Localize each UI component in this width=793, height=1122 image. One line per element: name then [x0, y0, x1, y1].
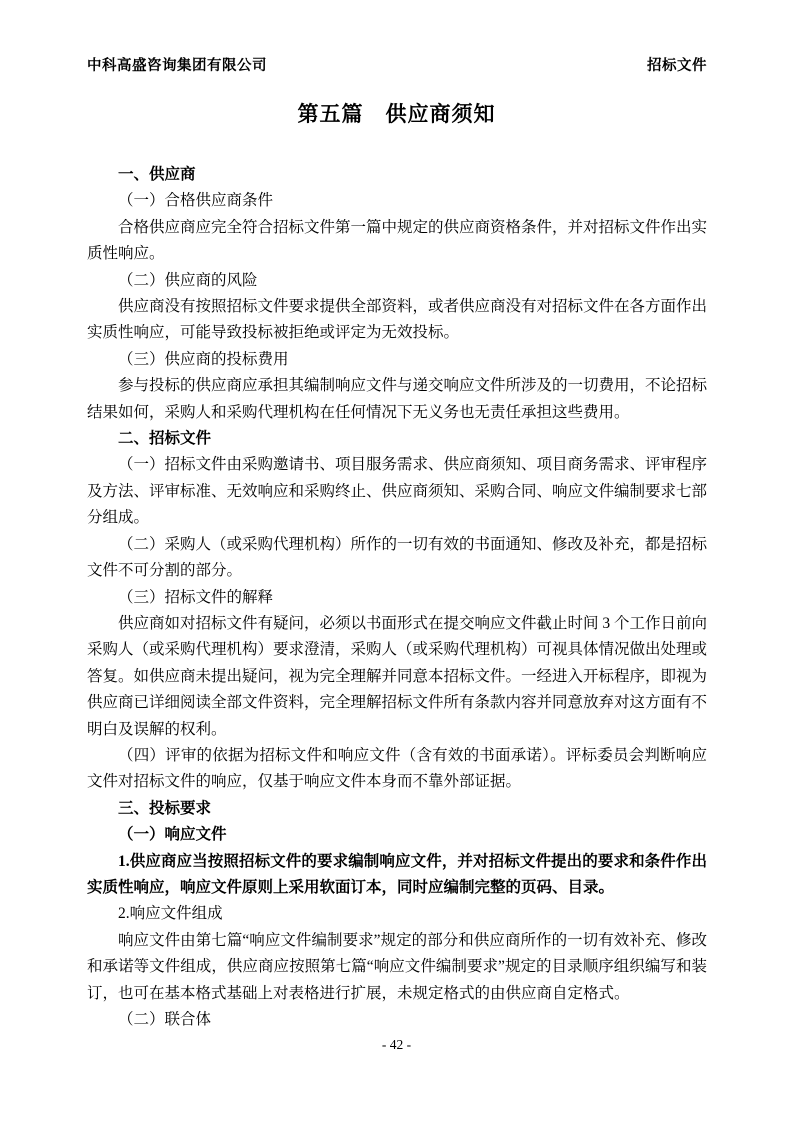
- section-heading: 二、招标文件: [118, 430, 212, 448]
- paragraph: （一）招标文件由采购邀请书、项目服务需求、供应商须知、项目商务需求、评审程序及方法、评审标准、无效响应和采购终止、供应商须知、采购合同、响应文件编制要求七部分组成。: [87, 456, 708, 527]
- document-type-label: 招标文件: [647, 58, 707, 74]
- sub-heading: （三）供应商的投标费用: [118, 350, 289, 368]
- document-body: [87, 162, 707, 1033]
- paragraph: 响应文件由第七篇“响应文件编制要求”规定的部分和供应商所作的一切有效补充、修改和承诺等文件组成，供应商应按照第七篇“响应文件编制要求”规定的目录顺序组织编写和装订，也可在基本格式基础上对表格进行扩展，未规定格式的由供应商自定格式。: [87, 931, 707, 1002]
- paragraph: （四）评审的依据为招标文件和响应文件（含有效的书面承诺）。评标委员会判断响应文件对招标文件的响应，仅基于响应文件本身而不靠外部证据。: [87, 746, 707, 791]
- section-heading: 一、供应商: [118, 166, 196, 183]
- sub-heading: （二）联合体: [118, 1011, 212, 1028]
- sub-heading: （三）招标文件的解释: [118, 588, 274, 606]
- paragraph: 合格供应商应完全符合招标文件第一篇中规定的供应商资格条件，并对招标文件作出实质性响应。: [87, 218, 708, 263]
- sub-heading: 2.响应文件组成: [118, 905, 223, 923]
- page-title: 第五篇 供应商须知: [297, 103, 496, 126]
- paragraph: 供应商没有按照招标文件要求提供全部资料，或者供应商没有对招标文件在各方面作出实质性响应，可能导致投标被拒绝或评定为无效投标。: [87, 298, 708, 342]
- page-header: [87, 54, 707, 75]
- paragraph: （二）采购人（或采购代理机构）所作的一切有效的书面通知、修改及补充，都是招标文件不可分割的部分。: [87, 535, 708, 580]
- sub-heading: （一）响应文件: [118, 826, 227, 844]
- paragraph: 参与投标的供应商应承担其编制响应文件与递交响应文件所涉及的一切费用，不论招标结果如何，采购人和采购代理机构在任何情况下无义务也无责任承担这些费用。: [87, 377, 708, 421]
- sub-heading: （一）合格供应商条件: [118, 192, 274, 210]
- company-name: 中科高盛咨询集团有限公司: [87, 58, 267, 74]
- paragraph: 供应商如对招标文件有疑问，必须以书面形式在提交响应文件截止时间 3 个工作日前向采购人（或采购代理机构）要求澄清，采购人（或采购代理机构）可视具体情况做出处理或答复。如供应商未提出疑问，视为完全理解并同意本招标文件。一经进入开标程序，即视为供应商已详细阅读全部文件资料，完全理解招标文件所有条款内容并同意放弃对这方面有不明白及误解的权利。: [87, 614, 708, 738]
- paragraph: 1.供应商应当按照招标文件的要求编制响应文件，并对招标文件提出的要求和条件作出实质性响应，响应文件原则上采用软面订本，同时应编制完整的页码、目录。: [87, 852, 707, 896]
- page-number: - 42 -: [381, 1037, 412, 1052]
- section-heading: 三、投标要求: [118, 799, 212, 817]
- sub-heading: （二）供应商的风险: [118, 271, 258, 289]
